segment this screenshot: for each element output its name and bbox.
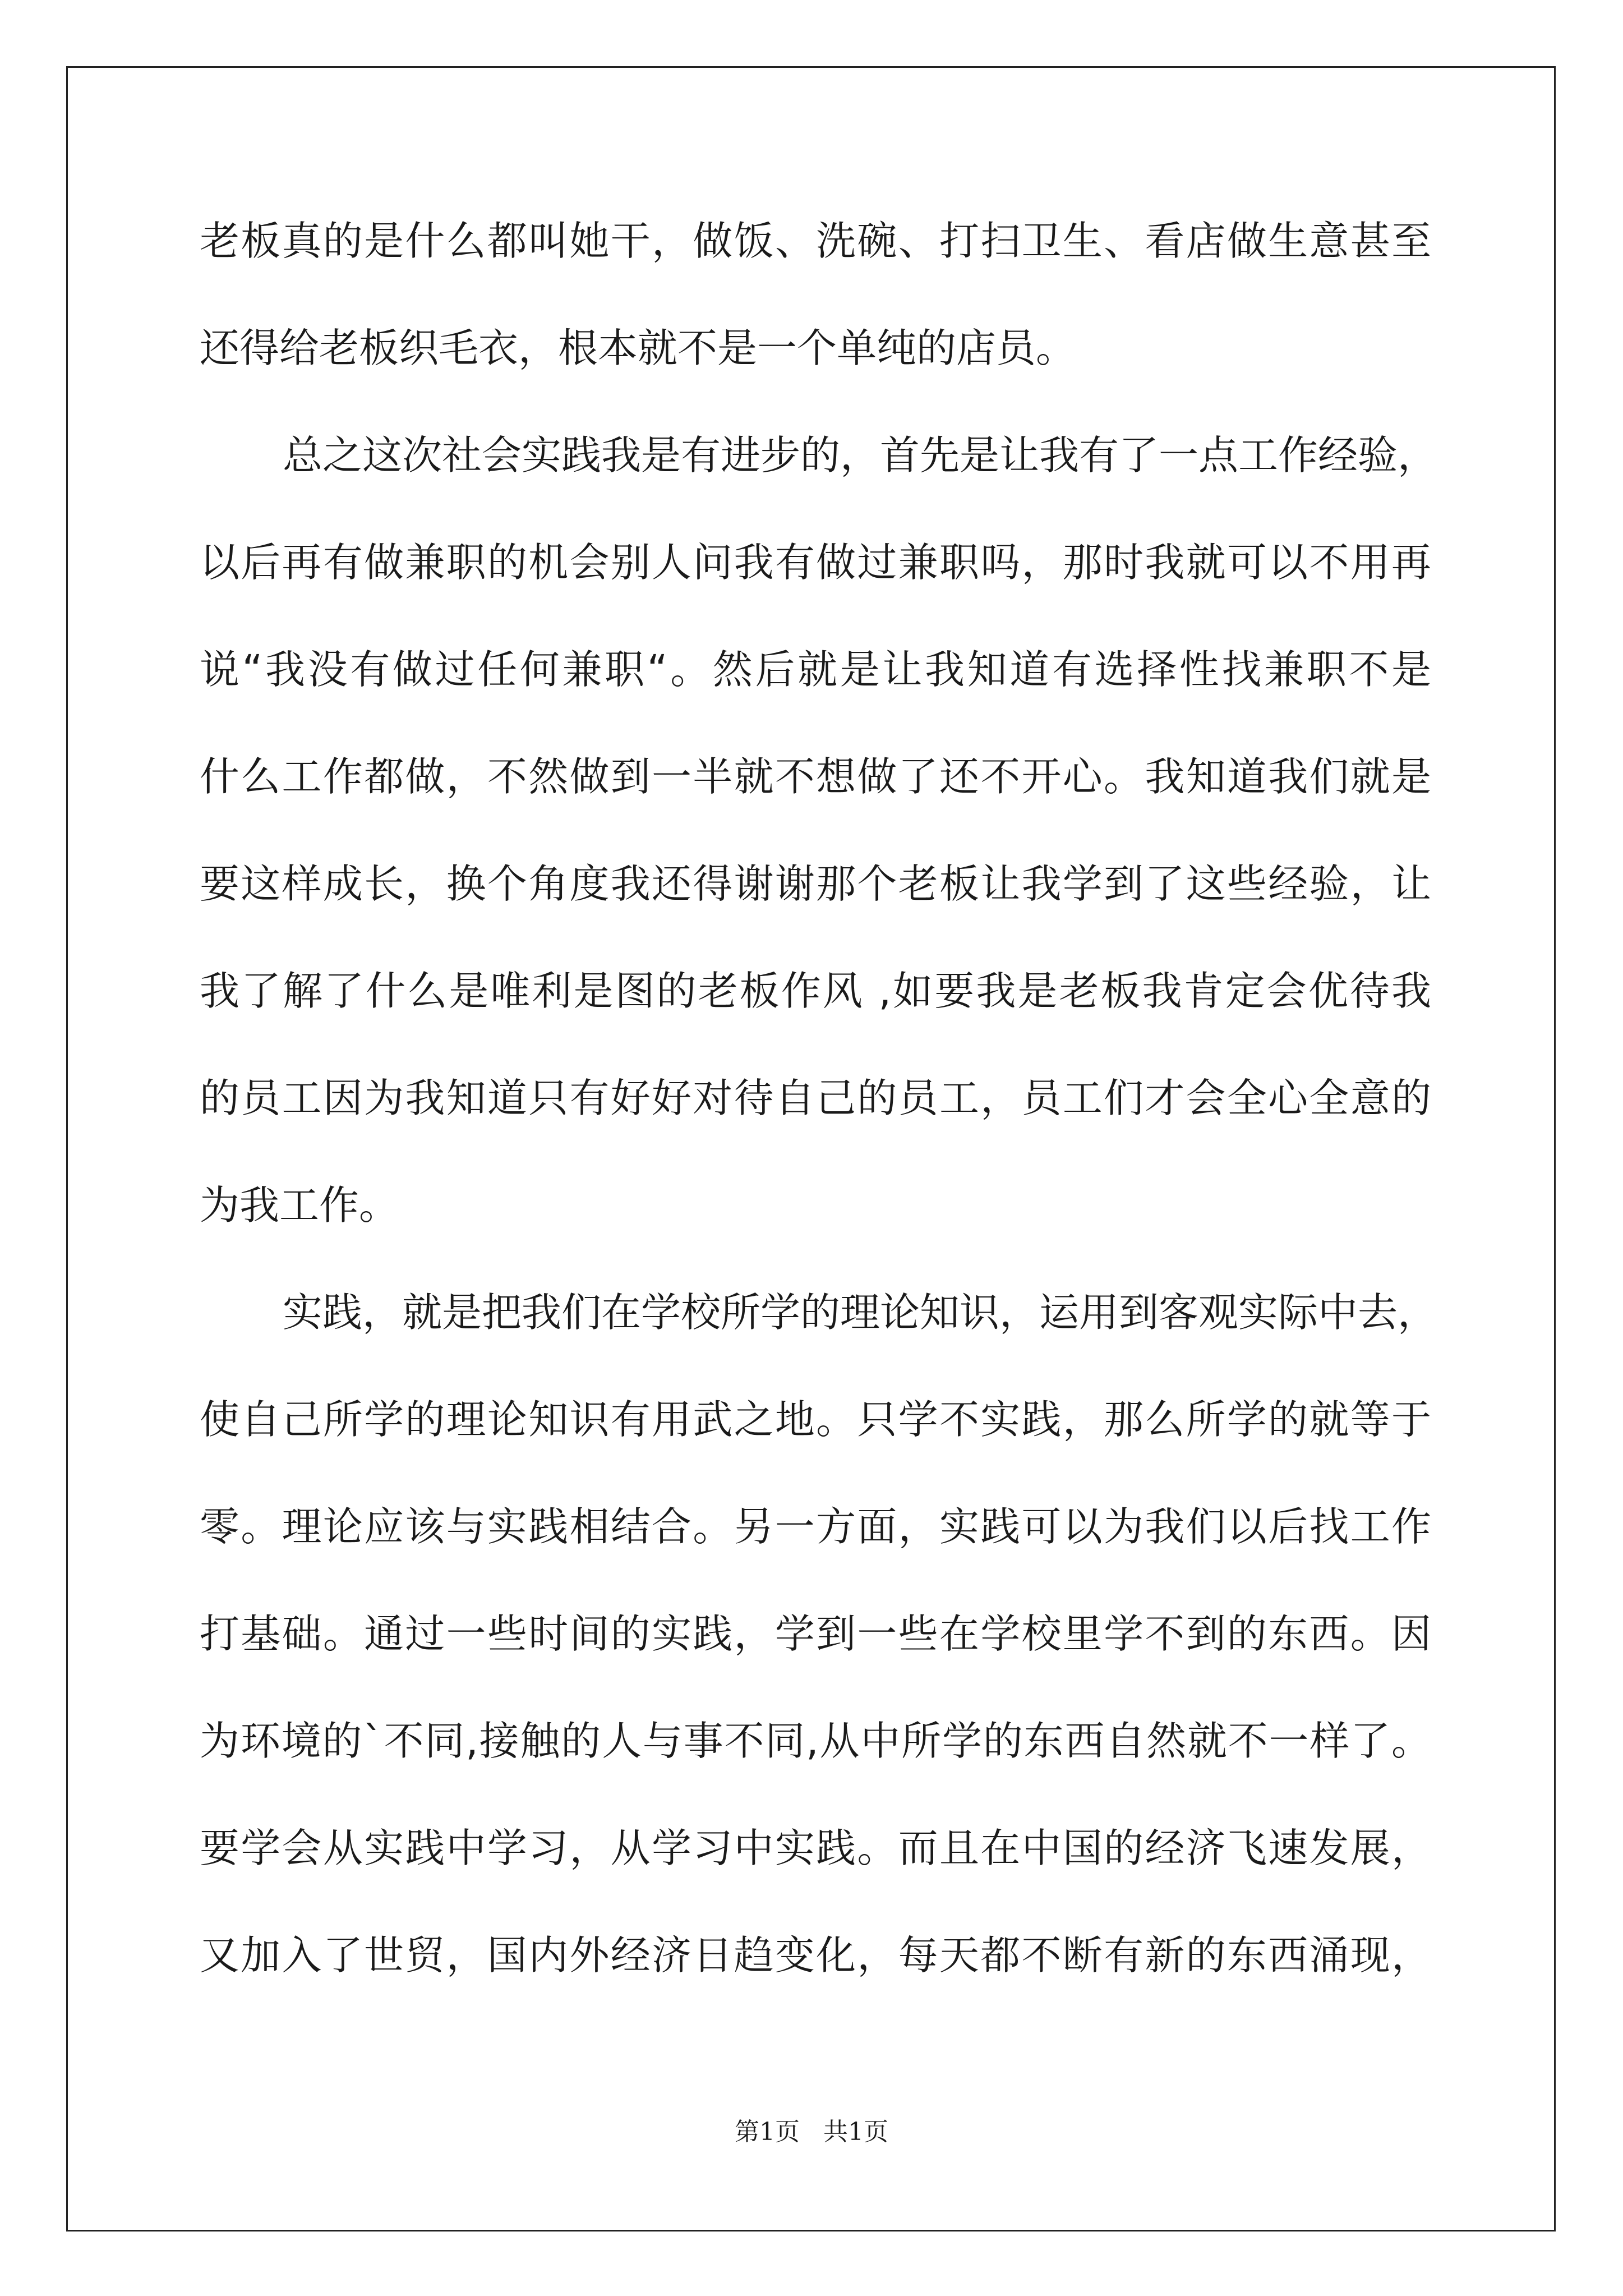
text-line: 为我工作。 <box>200 1182 399 1228</box>
text-line: 要这样成长，换个角度我还得谢谢那个老板让我学到了这些经验，让 <box>200 861 1431 907</box>
text-line: 我了解了什么是唯利是图的老板作风 ,如要我是老板我肯定会优待我 <box>200 968 1431 1014</box>
text-line: 零。理论应该与实践相结合。另一方面，实践可以为我们以后找工作 <box>200 1503 1431 1550</box>
text-line: 老板真的是什么都叫她干，做饭、洗碗、打扫卫生、看店做生意甚至 <box>200 218 1431 264</box>
text-line: 说“我没有做过任何兼职“。然后就是让我知道有选择性找兼职不是 <box>200 646 1431 693</box>
text-line: 打基础。通过一些时间的实践，学到一些在学校里学不到的东西。因 <box>200 1611 1431 1657</box>
text-line: 又加入了世贸，国内外经济日趋变化，每天都不断有新的东西涌现， <box>200 1932 1431 1978</box>
document-body <box>200 215 1438 2037</box>
text-line: 什么工作都做，不然做到一半就不想做了还不开心。我知道我们就是 <box>200 753 1431 800</box>
text-line: 要学会从实践中学习，从学习中实践。而且在中国的经济飞速发展， <box>200 1825 1431 1871</box>
text-line: 为环境的`不同,接触的人与事不同,从中所学的东西自然就不一样了。 <box>200 1718 1431 1764</box>
text-line: 使自己所学的理论知识有用武之地。只学不实践，那么所学的就等于 <box>200 1396 1431 1443</box>
paragraph-start-line: 总之这次社会实践我是有进步的，首先是让我有了一点工作经验， <box>283 432 1438 478</box>
text-line: 还得给老板织毛衣，根本就不是一个单纯的店员。 <box>200 325 1076 371</box>
paragraph-start-line: 实践，就是把我们在学校所学的理论知识，运用到客观实际中去， <box>283 1289 1438 1336</box>
page-number-footer: 第1页 共1页 <box>735 2118 888 2146</box>
text-line: 的员工因为我知道只有好好对待自己的员工，员工们才会全心全意的 <box>200 1075 1431 1121</box>
text-line: 以后再有做兼职的机会别人问我有做过兼职吗，那时我就可以不用再 <box>200 539 1431 586</box>
